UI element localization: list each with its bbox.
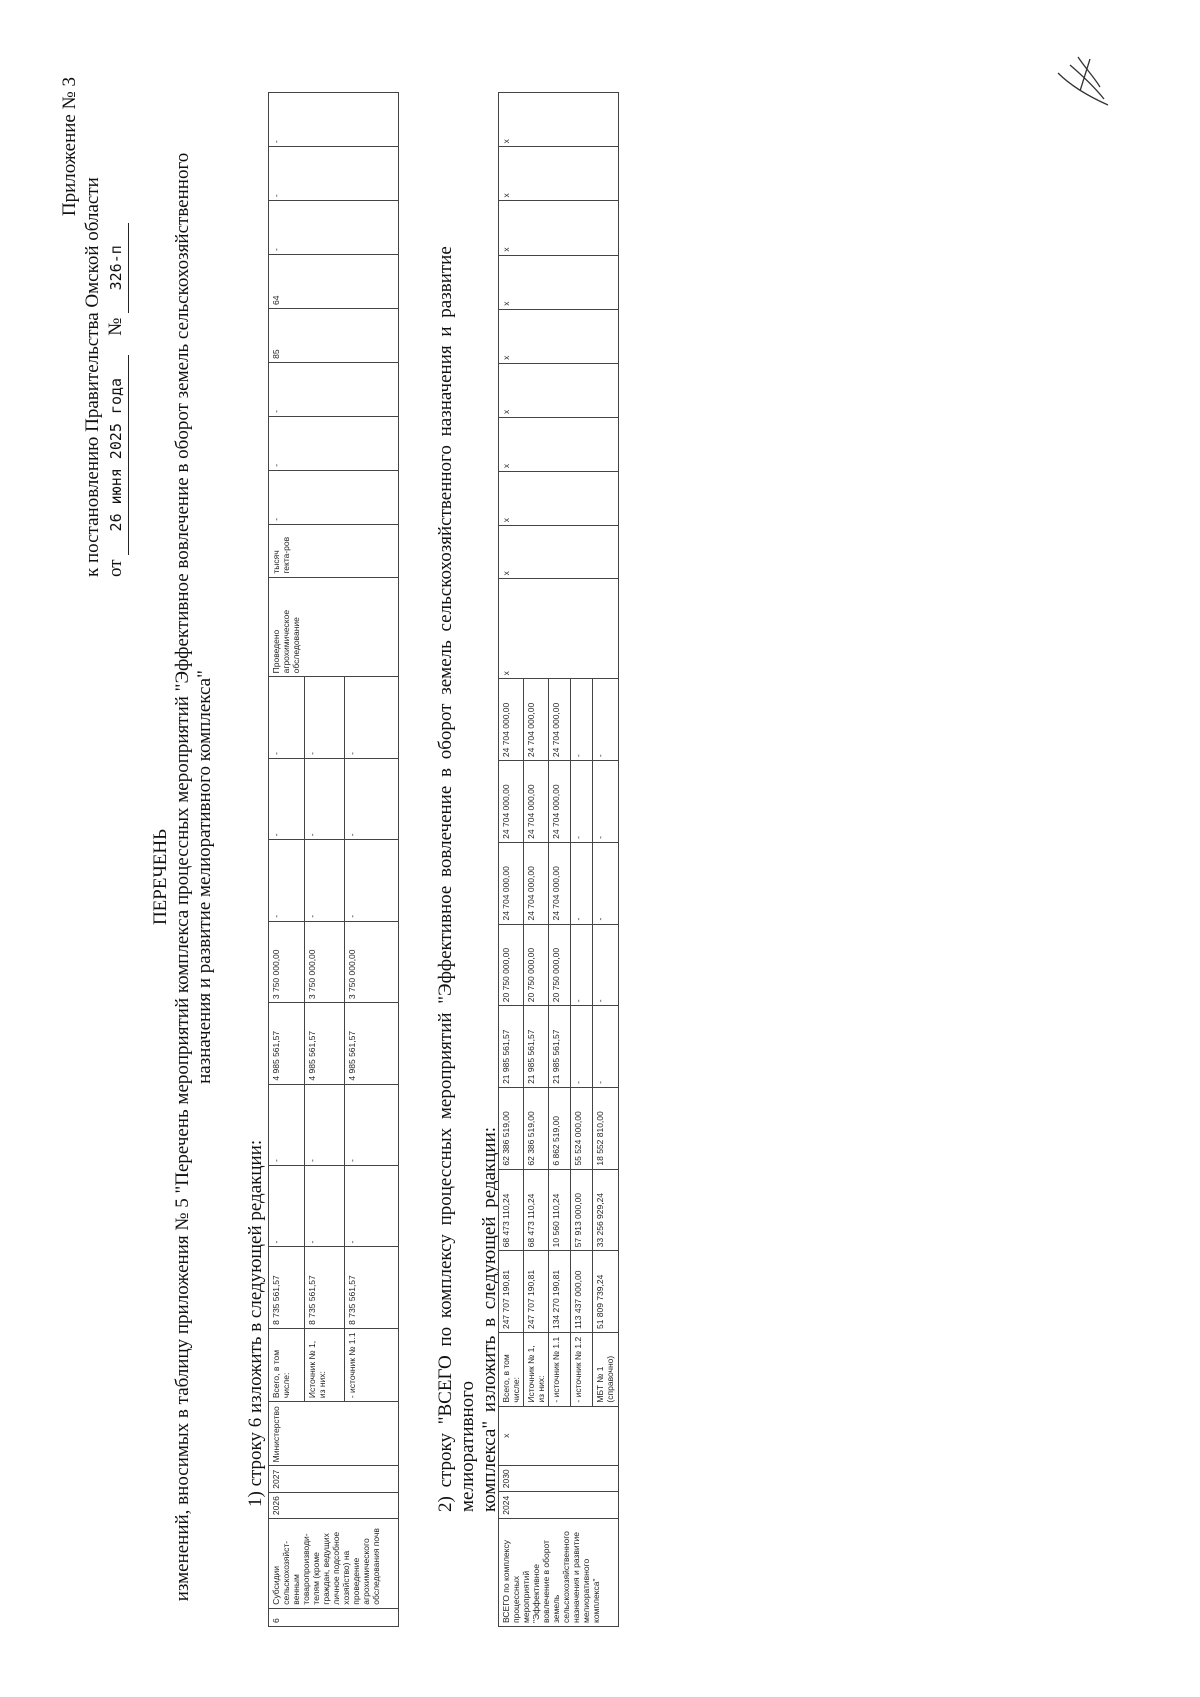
- amount-2027: -: [593, 924, 619, 1006]
- resolution-ref: к постановлению Правительства Омской области: [82, 177, 103, 577]
- amount-2028: 24 704 000,00: [524, 842, 549, 924]
- amount-2030: 24 704 000,00: [524, 679, 549, 761]
- amount-2024: 57 913 000,00: [571, 1169, 593, 1251]
- amount-2030: -: [593, 679, 619, 761]
- indicator-value: x: [499, 255, 619, 309]
- indicator-name: x: [499, 579, 619, 679]
- amount-2030: -: [571, 679, 593, 761]
- amount-2025: -: [269, 1084, 305, 1165]
- amount-2029: -: [305, 758, 345, 839]
- amount-total: 113 437 000,00: [571, 1251, 593, 1333]
- executor: x: [499, 1406, 619, 1465]
- amount-2028: 24 704 000,00: [549, 842, 571, 924]
- amount-2030: 24 704 000,00: [499, 679, 524, 761]
- amount-2027: 3 750 000,00: [345, 921, 399, 1002]
- amount-2029: 24 704 000,00: [549, 761, 571, 843]
- amount-2024: 33 256 929,24: [593, 1169, 619, 1251]
- amount-2029: 24 704 000,00: [499, 761, 524, 843]
- indicator-value: -: [269, 93, 399, 147]
- indicator-value: x: [499, 93, 619, 147]
- amount-2024: 10 560 110,24: [549, 1169, 571, 1251]
- amount-2024: -: [269, 1166, 305, 1247]
- amount-2027: 20 750 000,00: [549, 924, 571, 1006]
- row-number: 6: [269, 1608, 399, 1626]
- indicator-unit: тысяч гекта-ров: [269, 524, 399, 577]
- funding-source: - источник № 1.2: [571, 1333, 593, 1407]
- indicator-name: Проведено агрохимическое обследование: [269, 577, 399, 677]
- amount-2025: 62 386 519,00: [499, 1087, 524, 1169]
- amount-2025: -: [305, 1084, 345, 1165]
- indicator-value: -: [269, 470, 399, 524]
- document-title: [150, 117, 216, 1637]
- section2-label: [435, 132, 501, 1512]
- indicator-value: x: [499, 309, 619, 363]
- total-table: [498, 92, 619, 1627]
- indicator-unit: x: [499, 526, 619, 579]
- amount-2027: 20 750 000,00: [499, 924, 524, 1006]
- indicator-value: -: [269, 362, 399, 416]
- amount-total: 247 707 190,81: [499, 1251, 524, 1333]
- year-end: 2027: [269, 1466, 399, 1492]
- measure-name: Субсидии сельскохозяйст-венным товаропроизводи-телям (кроме граждан, ведущих личное подсобное хозяйство) на проведение агрохимического обследования почв: [269, 1519, 399, 1609]
- indicator-value: -: [269, 201, 399, 255]
- amount-2029: -: [269, 758, 305, 839]
- amount-2027: 3 750 000,00: [305, 921, 345, 1002]
- table-row: [269, 93, 305, 1627]
- amount-2029: -: [345, 758, 399, 839]
- amount-2030: -: [305, 677, 345, 758]
- amount-2025: 18 552 810,00: [593, 1087, 619, 1169]
- amount-2027: -: [571, 924, 593, 1006]
- row6-table: [268, 92, 399, 1627]
- funding-source: МБТ № 1 (справочно): [593, 1333, 619, 1407]
- table-row: [499, 93, 524, 1627]
- amount-2028: -: [305, 840, 345, 921]
- amount-2029: 24 704 000,00: [524, 761, 549, 843]
- year-start: 2024: [499, 1492, 619, 1518]
- funding-source: - источник № 1.1: [549, 1333, 571, 1407]
- amount-2026: 21 985 561,57: [524, 1006, 549, 1088]
- amount-total: 134 270 190,81: [549, 1251, 571, 1333]
- amount-2025: 55 524 000,00: [571, 1087, 593, 1169]
- indicator-value: -: [269, 147, 399, 201]
- indicator-value: 85: [269, 308, 399, 362]
- amount-2027: 3 750 000,00: [269, 921, 305, 1002]
- indicator-value: 64: [269, 255, 399, 309]
- amount-2026: -: [593, 1006, 619, 1088]
- title-heading: ПЕРЕЧЕНЬ: [150, 828, 171, 926]
- amount-2024: 68 473 110,24: [524, 1169, 549, 1251]
- signature-mark: [1050, 47, 1120, 117]
- amount-2028: -: [571, 842, 593, 924]
- amount-2025: 6 862 519,00: [549, 1087, 571, 1169]
- section2-label-line-1: 2) строку "ВСЕГО по комплексу процессных мероприятий "Эффективное вовлечение в оборот земель сельскохозяйственного назначения и развитие мелиоративного: [435, 246, 478, 1512]
- indicator-value: x: [499, 363, 619, 417]
- amount-2029: -: [593, 761, 619, 843]
- amount-2026: 21 985 561,57: [549, 1006, 571, 1088]
- funding-source: - источник № 1.1: [345, 1328, 399, 1401]
- resolution-date: 26 июня 2025 года: [105, 355, 129, 555]
- resolution-number: 326-п: [105, 223, 129, 313]
- amount-2028: 24 704 000,00: [499, 842, 524, 924]
- amount-2026: 4 985 561,57: [269, 1003, 305, 1084]
- indicator-value: x: [499, 147, 619, 201]
- funding-source: Всего, в том числе:: [499, 1333, 524, 1407]
- amount-2024: -: [305, 1166, 345, 1247]
- amount-2030: -: [269, 677, 305, 758]
- amount-2026: -: [571, 1006, 593, 1088]
- appendix-number: Приложение № 3: [59, 77, 80, 217]
- amount-2028: -: [593, 842, 619, 924]
- section1-label: 1) строку 6 изложить в следующей редакции:: [245, 1139, 266, 1507]
- amount-total: 8 735 561,57: [269, 1247, 305, 1328]
- funding-source: Всего, в том числе:: [269, 1328, 305, 1401]
- amount-2030: -: [345, 677, 399, 758]
- amount-2026: 21 985 561,57: [499, 1006, 524, 1088]
- title-line-2: назначения и развитие мелиоративного комплекса": [194, 670, 215, 1084]
- date-number-line: от 26 июня 2025 года № 326-п: [104, 77, 129, 577]
- amount-2026: 4 985 561,57: [305, 1003, 345, 1084]
- amount-total: 8 735 561,57: [305, 1247, 345, 1328]
- amount-2028: -: [269, 840, 305, 921]
- amount-total: 247 707 190,81: [524, 1251, 549, 1333]
- executor: Министерство: [269, 1402, 399, 1466]
- amount-2025: -: [345, 1084, 399, 1165]
- amount-2024: 68 473 110,24: [499, 1169, 524, 1251]
- amount-2024: -: [345, 1166, 399, 1247]
- amount-total: 8 735 561,57: [345, 1247, 399, 1328]
- total-name: ВСЕГО по комплексу процессных мероприятий "Эффективное вовлечение в оборот земель сельскохозяйственного назначения и развитие мелиоративного комплекса": [499, 1518, 619, 1626]
- year-start: 2026: [269, 1492, 399, 1518]
- year-end: 2030: [499, 1465, 619, 1491]
- title-line-1: изменений, вносимых в таблицу приложения № 5 "Перечень мероприятий комплекса процессных мероприятий "Эффективное вовлечение в оборот земель сельскохозяйственного: [172, 152, 193, 1602]
- amount-2026: 4 985 561,57: [345, 1003, 399, 1084]
- indicator-value: -: [269, 416, 399, 470]
- amount-2030: 24 704 000,00: [549, 679, 571, 761]
- funding-source: Источник № 1, из них:: [524, 1333, 549, 1407]
- amount-2029: -: [571, 761, 593, 843]
- amount-2027: 20 750 000,00: [524, 924, 549, 1006]
- amount-2025: 62 386 519,00: [524, 1087, 549, 1169]
- amount-total: 51 809 739,24: [593, 1251, 619, 1333]
- funding-source: Источник № 1, из них:: [305, 1328, 345, 1401]
- indicator-value: x: [499, 417, 619, 471]
- amount-2028: -: [345, 840, 399, 921]
- indicator-value: x: [499, 201, 619, 255]
- section2-label-line-2: комплекса" изложить в следующей редакции:: [479, 1126, 500, 1512]
- appendix-header: [58, 77, 129, 577]
- indicator-value: x: [499, 472, 619, 526]
